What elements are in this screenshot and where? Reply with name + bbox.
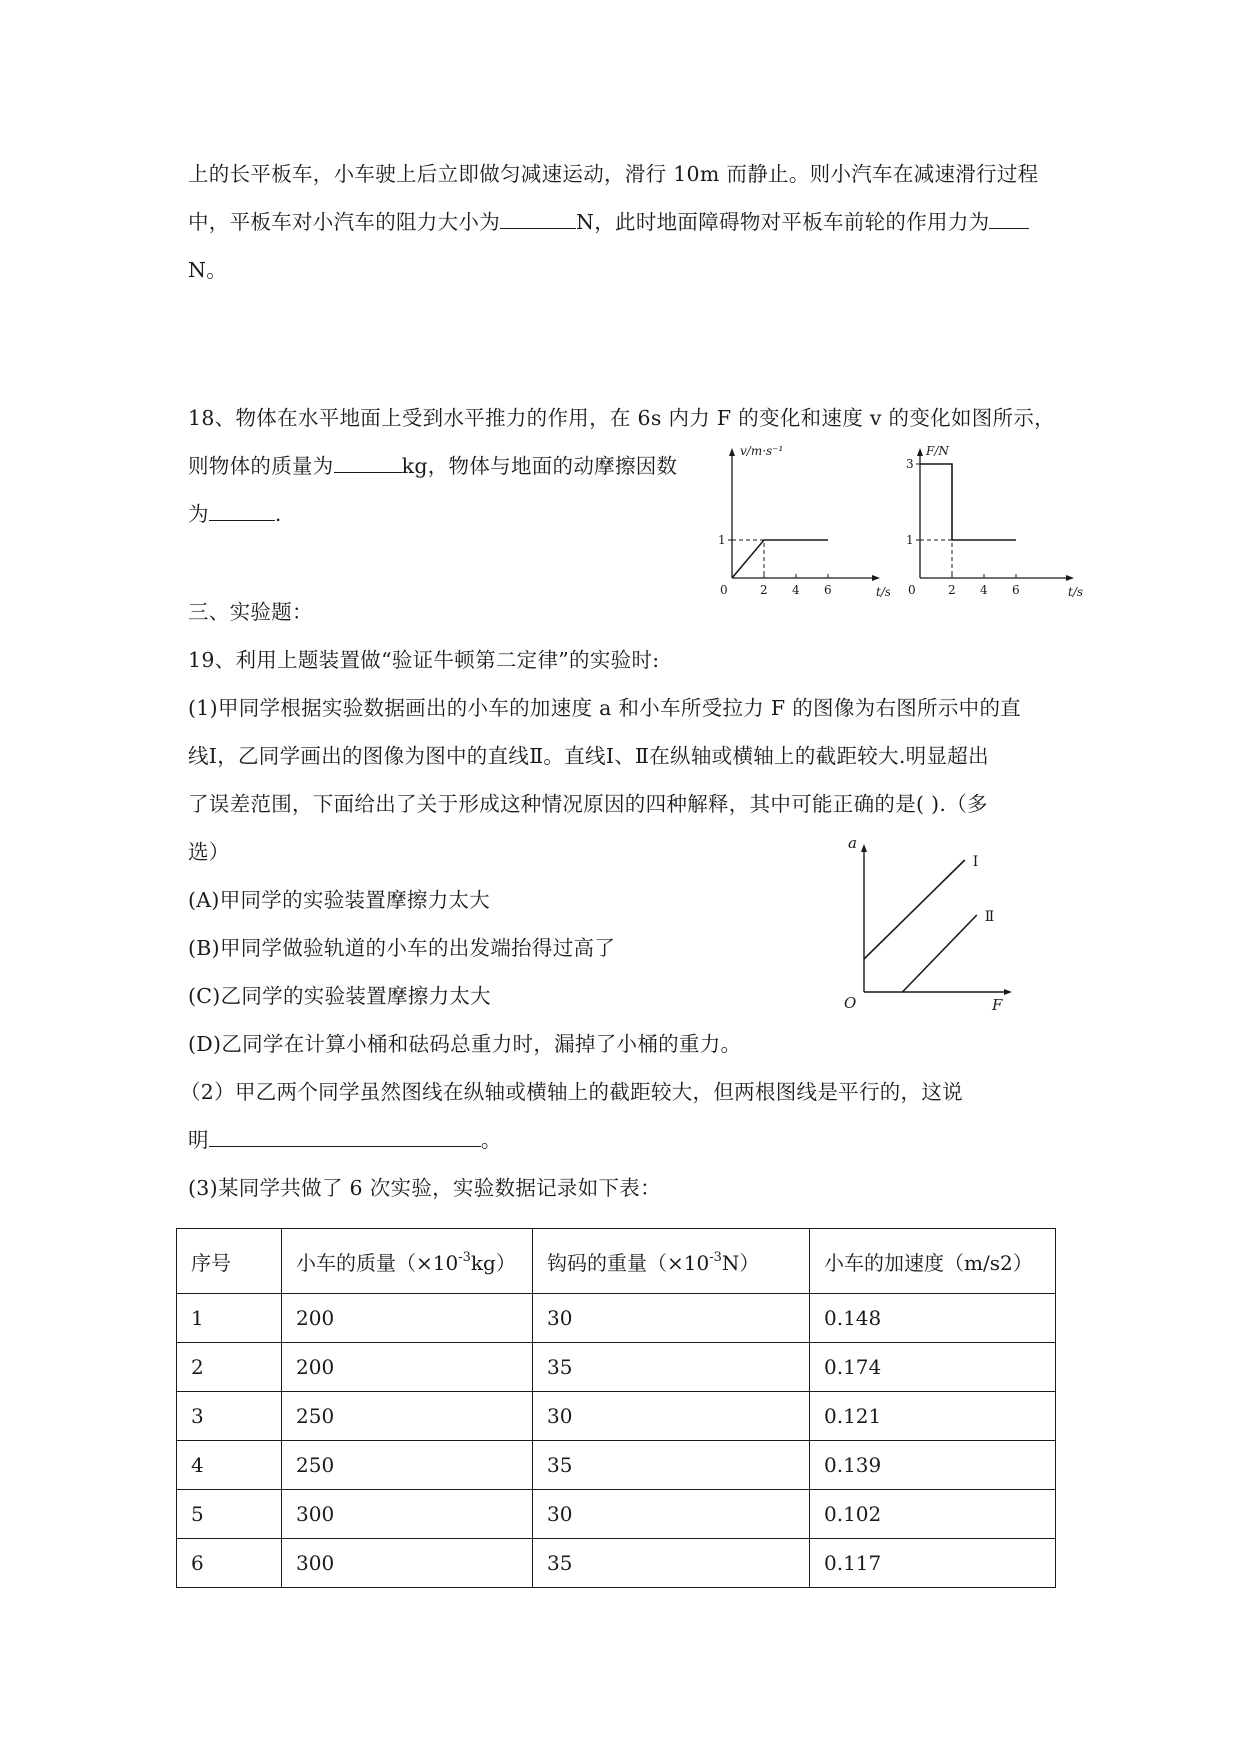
option-c: (C)乙同学的实验装置摩擦力太大 bbox=[188, 984, 491, 1008]
x-tick-label: 6 bbox=[824, 583, 832, 597]
cell-mass: 250 bbox=[282, 1441, 533, 1490]
answer-blank[interactable] bbox=[989, 208, 1029, 229]
cell-index: 3 bbox=[177, 1392, 282, 1441]
v-axis-label: v/m·s⁻¹ bbox=[740, 444, 784, 458]
series-line bbox=[920, 464, 1016, 540]
q18-text-b: kg，物体与地面的动摩擦因数 bbox=[401, 454, 678, 478]
cell-acceleration: 0.102 bbox=[810, 1490, 1056, 1539]
q18-line3 bbox=[188, 500, 282, 528]
force-time-graph bbox=[888, 438, 1088, 602]
x-tick-label: 4 bbox=[980, 583, 988, 597]
cell-index: 2 bbox=[177, 1343, 282, 1392]
q19-para3: 了误差范围，下面给出了关于形成这种情况原因的四种解释，其中可能正确的是( ).（多 bbox=[188, 792, 988, 816]
header-mass-exponent: -3 bbox=[458, 1249, 471, 1265]
cell-mass: 300 bbox=[282, 1490, 533, 1539]
q19-part2-line2 bbox=[188, 1126, 502, 1154]
q19-part2-line1: （2）甲乙两个同学虽然图线在纵轴或横轴上的截距较大，但两根图线是平行的，这说 bbox=[180, 1080, 963, 1104]
cell-mass: 200 bbox=[282, 1294, 533, 1343]
cell-weight: 30 bbox=[533, 1490, 810, 1539]
answer-blank[interactable] bbox=[209, 500, 275, 521]
cell-weight: 35 bbox=[533, 1441, 810, 1490]
answer-blank[interactable] bbox=[500, 208, 576, 229]
cell-weight: 30 bbox=[533, 1294, 810, 1343]
t-axis-label: t/s bbox=[1068, 585, 1084, 598]
cell-mass: 200 bbox=[282, 1343, 533, 1392]
x-tick-label: 0 bbox=[908, 583, 916, 597]
answer-blank[interactable] bbox=[209, 1126, 481, 1147]
option-d: (D)乙同学在计算小桶和砝码总重力时，漏掉了小桶的重力。 bbox=[188, 1032, 742, 1056]
table-row bbox=[177, 1441, 1056, 1490]
acceleration-force-graph bbox=[840, 832, 1020, 1016]
q19-text-ming: 明 bbox=[188, 1128, 209, 1152]
q19-para1: (1)甲同学根据实验数据画出的小车的加速度 a 和小车所受拉力 F 的图像为右图所示中的直 bbox=[188, 696, 1022, 720]
header-weight-unit: N） bbox=[721, 1250, 760, 1275]
origin-label: O bbox=[844, 994, 857, 1012]
table-header-row bbox=[177, 1229, 1056, 1294]
cell-index: 4 bbox=[177, 1441, 282, 1490]
q18-text-a: 则物体的质量为 bbox=[188, 454, 334, 478]
header-mass-text: 小车的质量（×10 bbox=[296, 1250, 459, 1275]
y-tick-label: 3 bbox=[906, 457, 914, 471]
option-a: (A)甲同学的实验装置摩擦力太大 bbox=[188, 888, 491, 912]
guide-line bbox=[920, 540, 952, 578]
cell-index: 6 bbox=[177, 1539, 282, 1588]
option-b: (B)甲同学做验轨道的小车的出发端抬得过高了 bbox=[188, 936, 616, 960]
header-index: 序号 bbox=[177, 1229, 282, 1294]
cell-acceleration: 0.148 bbox=[810, 1294, 1056, 1343]
line-label-2: Ⅱ bbox=[984, 909, 995, 925]
header-weight bbox=[533, 1229, 810, 1294]
cell-index: 5 bbox=[177, 1490, 282, 1539]
header-mass bbox=[282, 1229, 533, 1294]
header-weight-exponent: -3 bbox=[709, 1249, 722, 1265]
x-tick-label: 2 bbox=[760, 583, 768, 597]
velocity-time-graph bbox=[700, 438, 890, 602]
y-tick-label: 1 bbox=[718, 533, 726, 547]
y-tick-label: 1 bbox=[906, 533, 914, 547]
a-axis-label: a bbox=[848, 834, 857, 852]
q19-para4: 选） bbox=[188, 840, 230, 864]
line-label-1: Ⅰ bbox=[972, 854, 979, 870]
q17-line2 bbox=[188, 208, 1029, 236]
cell-weight: 30 bbox=[533, 1392, 810, 1441]
section-heading: 三、实验题： bbox=[188, 600, 313, 624]
series-line bbox=[732, 540, 828, 578]
table-row bbox=[177, 1539, 1056, 1588]
q17-line1: 上的长平板车，小车驶上后立即做匀减速运动，滑行 10m 而静止。则小汽车在减速滑行过程 bbox=[188, 162, 1039, 186]
cell-acceleration: 0.121 bbox=[810, 1392, 1056, 1441]
cell-acceleration: 0.139 bbox=[810, 1441, 1056, 1490]
q18-line1: 18、物体在水平地面上受到水平推力的作用，在 6s 内力 F 的变化和速度 v 的变化如图所示， bbox=[188, 406, 1055, 430]
q19-part3: (3)某同学共做了 6 次实验，实验数据记录如下表： bbox=[188, 1176, 661, 1200]
cell-index: 1 bbox=[177, 1294, 282, 1343]
cell-mass: 250 bbox=[282, 1392, 533, 1441]
table-row bbox=[177, 1294, 1056, 1343]
line-2 bbox=[902, 915, 976, 992]
q17-text-a: 中，平板车对小汽车的阻力大小为 bbox=[188, 210, 500, 234]
header-acceleration: 小车的加速度（m/s2） bbox=[810, 1229, 1056, 1294]
q19-line1: 19、利用上题装置做“验证牛顿第二定律”的实验时: bbox=[188, 648, 660, 672]
cell-weight: 35 bbox=[533, 1343, 810, 1392]
f-axis-label: F/N bbox=[926, 444, 949, 458]
x-tick-label: 0 bbox=[720, 583, 728, 597]
f-axis-label: F bbox=[992, 996, 1003, 1012]
x-tick-label: 6 bbox=[1012, 583, 1020, 597]
cell-acceleration: 0.174 bbox=[810, 1343, 1056, 1392]
q18-line2 bbox=[188, 452, 677, 480]
q17-line3: N。 bbox=[188, 258, 228, 282]
table-row bbox=[177, 1490, 1056, 1539]
cell-mass: 300 bbox=[282, 1539, 533, 1588]
header-mass-unit: kg） bbox=[470, 1250, 516, 1275]
table-row bbox=[177, 1343, 1056, 1392]
q19-text-end: 。 bbox=[480, 1128, 502, 1152]
data-table bbox=[176, 1228, 1056, 1588]
x-tick-label: 4 bbox=[792, 583, 800, 597]
q18-text-d: . bbox=[274, 502, 282, 526]
header-weight-text: 钩码的重量（×10 bbox=[547, 1250, 710, 1275]
cell-acceleration: 0.117 bbox=[810, 1539, 1056, 1588]
cell-weight: 35 bbox=[533, 1539, 810, 1588]
q18-text-c: 为 bbox=[188, 502, 209, 526]
table-row bbox=[177, 1392, 1056, 1441]
t-axis-label: t/s bbox=[876, 585, 890, 598]
q19-para2: 线Ⅰ，乙同学画出的图像为图中的直线Ⅱ。直线Ⅰ、Ⅱ在纵轴或横轴上的截距较大.明显超出 bbox=[188, 744, 989, 768]
x-tick-label: 2 bbox=[948, 583, 956, 597]
answer-blank[interactable] bbox=[334, 452, 402, 473]
q17-text-b: N，此时地面障碍物对平板车前轮的作用力为 bbox=[576, 210, 990, 234]
